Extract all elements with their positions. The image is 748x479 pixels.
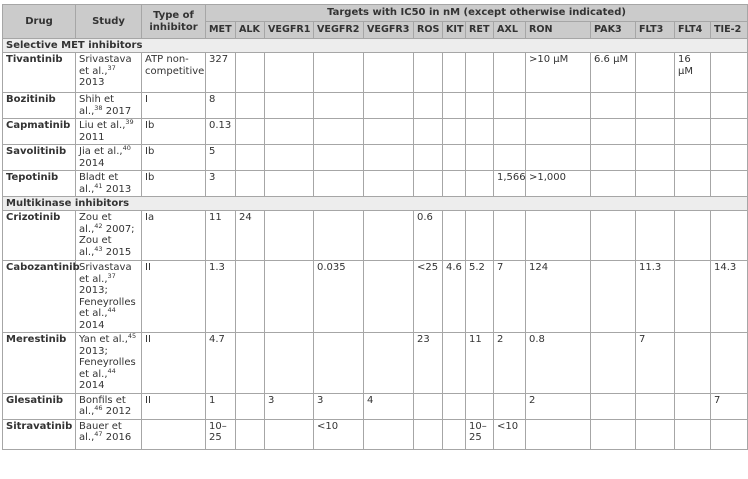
study-citation [76, 93, 142, 119]
value-pak3 [591, 333, 636, 394]
value-vegfr3 [364, 171, 414, 197]
table-row [3, 211, 748, 261]
study-ref-number: 41 [94, 181, 103, 190]
value-met: 8 [206, 93, 236, 119]
study-ref-number: 40 [122, 144, 131, 152]
value-vegfr2 [314, 211, 364, 261]
table-row [3, 261, 748, 333]
value-flt3 [636, 171, 675, 197]
study-year: 2013 [79, 77, 105, 88]
header-target-alk: ALK [236, 22, 265, 39]
value-met: 3 [206, 171, 236, 197]
value-tie-2 [711, 171, 748, 197]
value-ret [466, 145, 494, 171]
study-year: 2014 [79, 380, 105, 391]
header-type: Type of inhibitor [142, 5, 206, 39]
section-row [3, 39, 748, 53]
value-vegfr1 [265, 119, 314, 145]
value-kit [443, 171, 466, 197]
value-vegfr2 [314, 53, 364, 93]
value-ros [414, 53, 443, 93]
value-axl [494, 119, 526, 145]
header-target-tie-2: TIE-2 [711, 22, 748, 39]
value-flt3 [636, 393, 675, 419]
table-row [3, 333, 748, 394]
value-tie-2: 14.3 [711, 261, 748, 333]
header-target-met: MET [206, 22, 236, 39]
drug-name: Sitravatinib [3, 419, 76, 449]
header-target-vegfr2: VEGFR2 [314, 22, 364, 39]
value-vegfr3 [364, 53, 414, 93]
study-author: Feneyrolles et al., [79, 357, 136, 380]
value-axl [494, 145, 526, 171]
value-kit [443, 333, 466, 394]
value-ros: 0.6 [414, 211, 443, 261]
value-pak3 [591, 261, 636, 333]
value-vegfr1: 3 [265, 393, 314, 419]
value-alk [236, 333, 265, 394]
value-flt3: 11.3 [636, 261, 675, 333]
table-body [3, 39, 748, 450]
value-flt4 [675, 93, 711, 119]
value-ret [466, 171, 494, 197]
value-alk [236, 145, 265, 171]
drug-name: Cabozantinib [3, 261, 76, 333]
value-ret [466, 211, 494, 261]
value-met: 5 [206, 145, 236, 171]
value-met: 4.7 [206, 333, 236, 394]
study-author: Yan et al., [79, 334, 128, 345]
study-citation [76, 119, 142, 145]
value-pak3 [591, 93, 636, 119]
table-row [3, 119, 748, 145]
value-vegfr2: <10 [314, 419, 364, 449]
value-tie-2 [711, 53, 748, 93]
value-vegfr2: 0.035 [314, 261, 364, 333]
value-flt4 [675, 211, 711, 261]
drug-name: Capmatinib [3, 119, 76, 145]
value-ros: <25 [414, 261, 443, 333]
drug-name: Merestinib [3, 333, 76, 394]
value-alk [236, 171, 265, 197]
inhibitor-type: Ib [142, 119, 206, 145]
study-year: 2013; [79, 345, 108, 357]
value-ron [526, 211, 591, 261]
table-row [3, 393, 748, 419]
value-pak3 [591, 211, 636, 261]
value-axl [494, 393, 526, 419]
header-target-pak3: PAK3 [591, 22, 636, 39]
study-citation [76, 419, 142, 449]
value-alk [236, 93, 265, 119]
value-ret: 11 [466, 333, 494, 394]
value-ros [414, 145, 443, 171]
value-vegfr3 [364, 93, 414, 119]
value-vegfr1 [265, 211, 314, 261]
value-ron: >10 μM [526, 53, 591, 93]
value-vegfr2 [314, 333, 364, 394]
study-year: 2015 [102, 246, 132, 258]
value-kit [443, 419, 466, 449]
value-ret [466, 53, 494, 93]
value-tie-2 [711, 145, 748, 171]
inhibitor-type: II [142, 333, 206, 394]
study-year: 2013; [79, 285, 108, 296]
study-author: Bonfils et al., [79, 394, 126, 417]
study-year: 2011 [79, 131, 105, 143]
study-author: Zou et al., [79, 235, 112, 258]
value-tie-2 [711, 93, 748, 119]
value-ron: >1,000 [526, 171, 591, 197]
inhibitor-type: Ib [142, 145, 206, 171]
value-kit [443, 145, 466, 171]
study-year: 2017 [102, 105, 132, 117]
value-flt3 [636, 93, 675, 119]
value-vegfr3 [364, 211, 414, 261]
study-year: 2007; [102, 223, 135, 235]
inhibitor-type: II [142, 261, 206, 333]
study-citation [76, 145, 142, 171]
inhibitor-type: I [142, 93, 206, 119]
value-axl [494, 93, 526, 119]
value-tie-2: 7 [711, 393, 748, 419]
value-pak3: 6.6 μM [591, 53, 636, 93]
value-met: 10–25 [206, 419, 236, 449]
header-target-ret: RET [466, 22, 494, 39]
value-vegfr1 [265, 53, 314, 93]
value-alk: 24 [236, 211, 265, 261]
value-kit [443, 119, 466, 145]
study-ref-number: 39 [125, 118, 134, 126]
value-flt4 [675, 261, 711, 333]
value-axl [494, 53, 526, 93]
value-flt4 [675, 419, 711, 449]
study-author: Bladt et al., [79, 172, 119, 195]
table-container [2, 4, 742, 450]
table-row [3, 53, 748, 93]
value-alk [236, 53, 265, 93]
value-axl: 7 [494, 261, 526, 333]
value-ron: 0.8 [526, 333, 591, 394]
drug-name: Savolitinib [3, 145, 76, 171]
study-year: 2012 [102, 406, 132, 417]
value-met: 327 [206, 53, 236, 93]
value-vegfr3 [364, 261, 414, 333]
value-kit: 4.6 [443, 261, 466, 333]
value-vegfr3 [364, 333, 414, 394]
study-ref-number: 46 [94, 404, 103, 412]
value-flt4 [675, 171, 711, 197]
study-ref-number: 37 [107, 271, 116, 280]
study-author: Shih et al., [79, 94, 115, 117]
study-year: 2014 [79, 319, 105, 331]
study-author: Zou et al., [79, 212, 112, 235]
inhibitor-type: ATP non-competitive [142, 53, 206, 93]
value-alk [236, 393, 265, 419]
value-vegfr1 [265, 419, 314, 449]
value-ros [414, 419, 443, 449]
study-year: 2016 [102, 432, 132, 443]
value-flt4 [675, 145, 711, 171]
table-row [3, 419, 748, 449]
study-year: 2014 [79, 157, 105, 169]
inhibitor-type: II [142, 393, 206, 419]
value-met: 0.13 [206, 119, 236, 145]
value-axl: <10 [494, 419, 526, 449]
value-ret [466, 119, 494, 145]
study-author: Srivastava et al., [79, 262, 132, 285]
value-tie-2 [711, 419, 748, 449]
value-flt3 [636, 119, 675, 145]
study-citation [76, 333, 142, 394]
value-vegfr3 [364, 119, 414, 145]
table-row [3, 145, 748, 171]
drug-name: Crizotinib [3, 211, 76, 261]
value-ret: 10–25 [466, 419, 494, 449]
drug-name: Glesatinib [3, 393, 76, 419]
value-alk [236, 119, 265, 145]
value-ret: 5.2 [466, 261, 494, 333]
value-flt3 [636, 211, 675, 261]
study-ref-number: 37 [107, 63, 116, 72]
study-citation [76, 211, 142, 261]
value-pak3 [591, 145, 636, 171]
study-author: Feneyrolles et al., [79, 296, 136, 319]
value-vegfr1 [265, 261, 314, 333]
study-year: 2013 [102, 183, 132, 195]
study-ref-number: 44 [107, 306, 116, 314]
value-axl: 2 [494, 333, 526, 394]
value-ros [414, 93, 443, 119]
value-pak3 [591, 171, 636, 197]
value-vegfr2 [314, 145, 364, 171]
value-vegfr1 [265, 145, 314, 171]
header-target-flt4: FLT4 [675, 22, 711, 39]
value-met: 11 [206, 211, 236, 261]
value-vegfr1 [265, 171, 314, 197]
section-title: Selective MET inhibitors [3, 39, 748, 53]
value-ron [526, 119, 591, 145]
value-ros [414, 393, 443, 419]
value-kit [443, 393, 466, 419]
value-flt4 [675, 393, 711, 419]
value-vegfr2: 3 [314, 393, 364, 419]
value-vegfr1 [265, 333, 314, 394]
study-ref-number: 38 [94, 103, 103, 112]
table-row [3, 171, 748, 197]
header-targets-group: Targets with IC50 in nM (except otherwise indicated) [206, 5, 748, 22]
value-ron [526, 145, 591, 171]
value-vegfr2 [314, 171, 364, 197]
value-axl: 1,566 [494, 171, 526, 197]
drug-name: Tepotinib [3, 171, 76, 197]
value-ret [466, 393, 494, 419]
header-target-ron: RON [526, 22, 591, 39]
inhibitor-type [142, 419, 206, 449]
value-tie-2 [711, 119, 748, 145]
section-row [3, 197, 748, 211]
value-flt4: 16 μM [675, 53, 711, 93]
value-tie-2 [711, 211, 748, 261]
study-ref-number: 42 [94, 221, 103, 230]
header-target-flt3: FLT3 [636, 22, 675, 39]
study-author: Srivastava et al., [79, 54, 132, 77]
value-ret [466, 93, 494, 119]
drug-name: Bozitinib [3, 93, 76, 119]
value-kit [443, 211, 466, 261]
value-vegfr3 [364, 419, 414, 449]
value-ros: 23 [414, 333, 443, 394]
value-ros [414, 119, 443, 145]
value-tie-2 [711, 333, 748, 394]
value-kit [443, 53, 466, 93]
inhibitor-type: Ib [142, 171, 206, 197]
table-row [3, 93, 748, 119]
value-ron: 2 [526, 393, 591, 419]
header-drug: Drug [3, 5, 76, 39]
ic50-table [2, 4, 748, 450]
value-axl [494, 211, 526, 261]
value-ros [414, 171, 443, 197]
value-alk [236, 419, 265, 449]
study-ref-number: 44 [107, 366, 116, 375]
value-flt3 [636, 145, 675, 171]
value-met: 1 [206, 393, 236, 419]
value-vegfr3 [364, 145, 414, 171]
value-flt3 [636, 419, 675, 449]
header-target-vegfr1: VEGFR1 [265, 22, 314, 39]
study-citation [76, 171, 142, 197]
value-flt4 [675, 119, 711, 145]
value-met: 1.3 [206, 261, 236, 333]
header-target-vegfr3: VEGFR3 [364, 22, 414, 39]
study-citation [76, 393, 142, 419]
study-ref-number: 45 [127, 332, 137, 340]
value-ron: 124 [526, 261, 591, 333]
study-citation [76, 53, 142, 93]
value-kit [443, 93, 466, 119]
header-study: Study [76, 5, 142, 39]
study-citation [76, 261, 142, 333]
header-target-axl: AXL [494, 22, 526, 39]
value-flt3 [636, 53, 675, 93]
value-alk [236, 261, 265, 333]
value-flt3: 7 [636, 333, 675, 394]
value-pak3 [591, 393, 636, 419]
value-pak3 [591, 419, 636, 449]
study-ref-number: 47 [94, 430, 103, 438]
inhibitor-type: Ia [142, 211, 206, 261]
value-ron [526, 93, 591, 119]
study-ref-number: 43 [94, 244, 103, 253]
value-vegfr1 [265, 93, 314, 119]
value-vegfr3: 4 [364, 393, 414, 419]
value-ron [526, 419, 591, 449]
study-author: Bauer et al., [79, 420, 122, 443]
section-title: Multikinase inhibitors [3, 197, 748, 211]
study-author: Jia et al., [79, 146, 123, 157]
header-target-kit: KIT [443, 22, 466, 39]
value-flt4 [675, 333, 711, 394]
header-row-top [3, 5, 748, 22]
header-target-ros: ROS [414, 22, 443, 39]
drug-name: Tivantinib [3, 53, 76, 93]
value-pak3 [591, 119, 636, 145]
value-vegfr2 [314, 119, 364, 145]
value-vegfr2 [314, 93, 364, 119]
study-author: Liu et al., [79, 120, 126, 131]
